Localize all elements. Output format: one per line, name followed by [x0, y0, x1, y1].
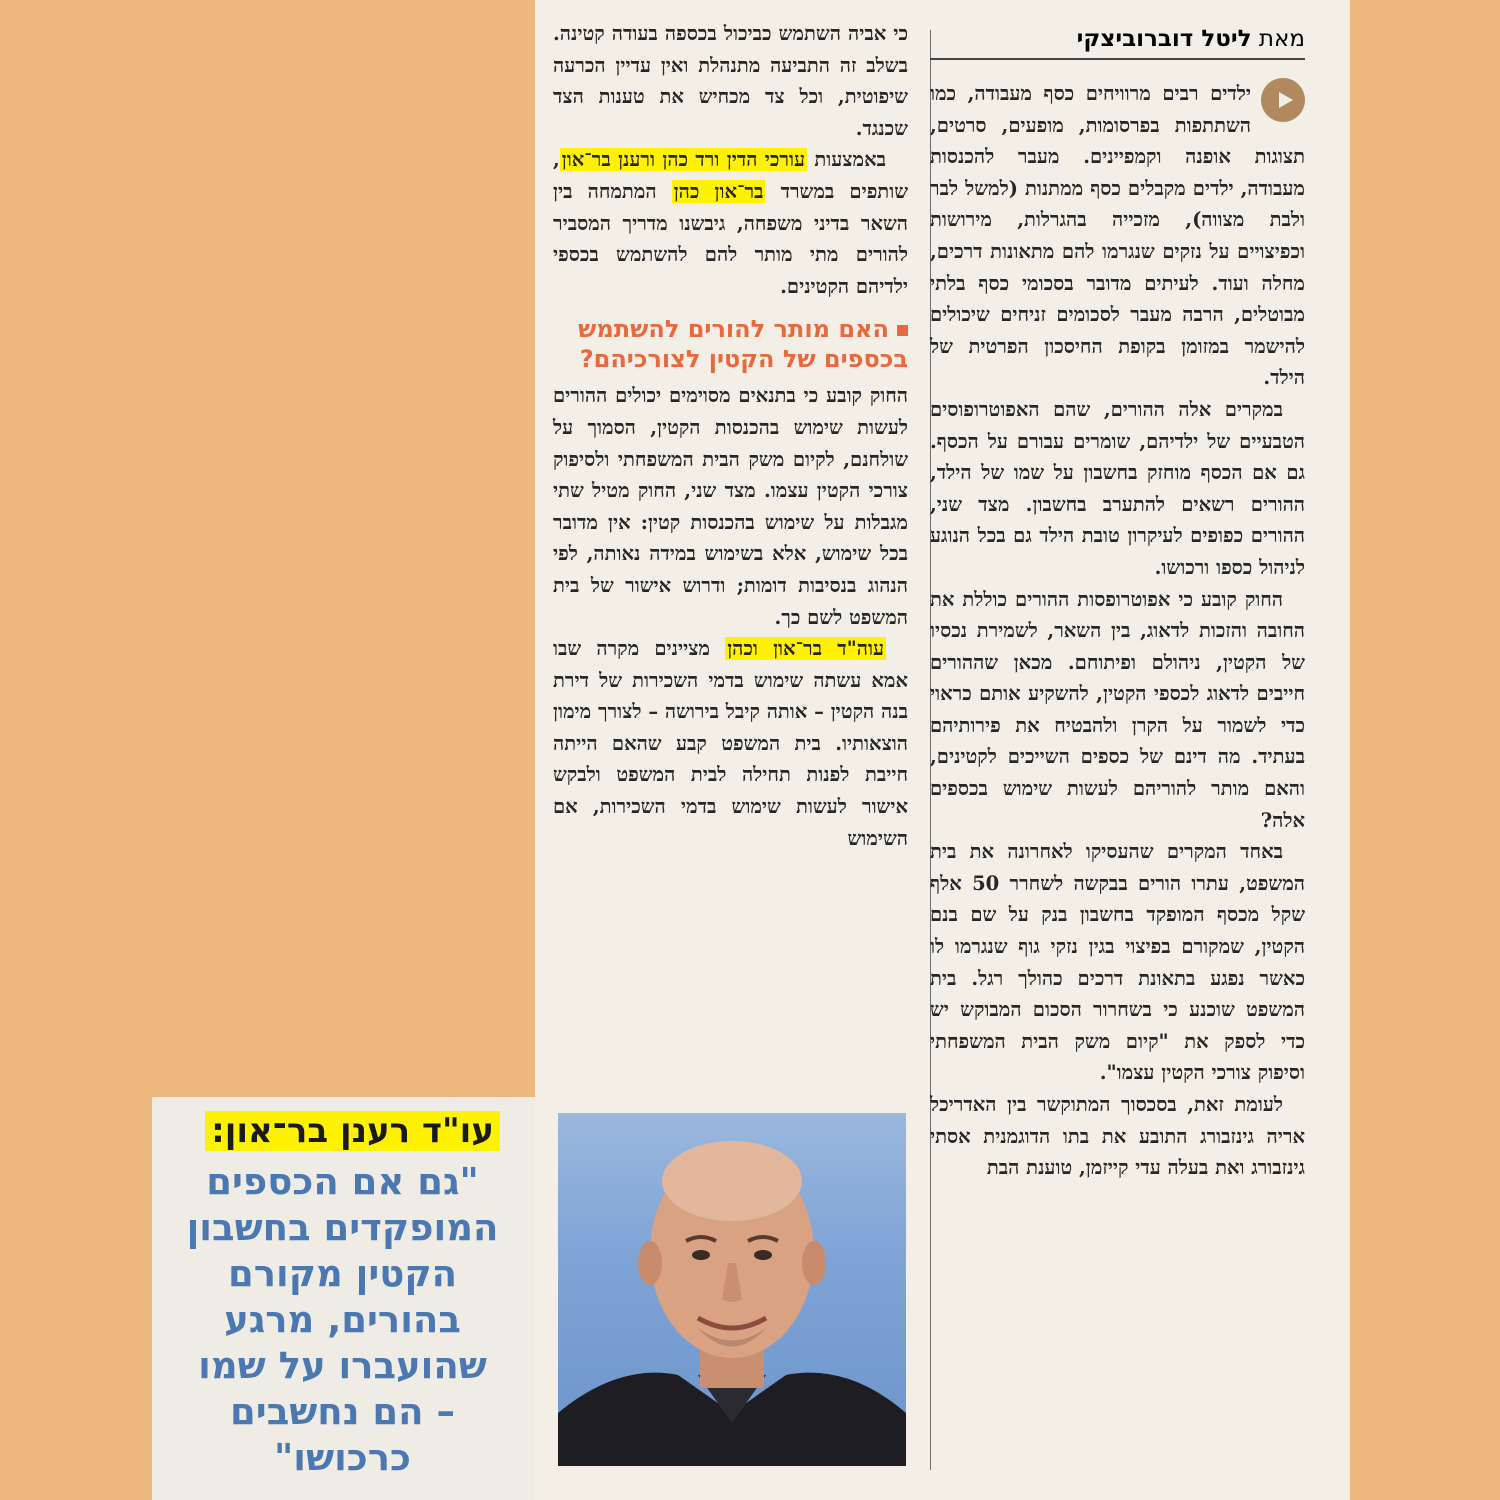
portrait-illustration [558, 1113, 906, 1466]
paragraph: החוק קובע כי בתנאים מסוימים יכולים ההורים לעשות שימוש בהכנסות הקטין, הסמוך על שולחנם, לקיום משק הבית המשפחתי ולסיפוק צורכי הקטין עצמו. מצד שני, החוק מטיל שתי מגבלות על שימוש בהכנסות קטין: אין מדובר בכל שימוש, אלא בשימוש במידה נאותה, לפי הנהוג בנסיבות דומות; ודרוש אישור של בית המשפט לשם כך. [553, 384, 908, 629]
paragraph: כי אביה השתמש כביכול בכספה בעודה קטינה. בשלב זה התביעה מתנהלת ואין עדיין הכרעה שיפוטית, וכל צד מכחיש את טענות הצד שכנגד. [553, 22, 908, 140]
quote-speaker-text: עו"ד רענן בר־און: [205, 1111, 500, 1151]
right-column [930, 0, 1305, 1184]
highlighted-lawyers: עוה"ד בר־און וכהן [727, 637, 884, 661]
quote-text: "גם אם הכספים המופקדים בחשבון הקטין מקורם בהורים, מרגע שהועברו על שמו – הם נחשבים כרכושו" [186, 1160, 499, 1479]
byline [930, 26, 1305, 52]
text-run: מציינים מקרה שבו אמא עשתה שימוש בדמי השכירות של דירת בנה הקטין – אותה קיבל בירושה – לצורך מימון הוצאותיו. בית המשפט קבע שהאם הייתה חייבת לפנות תחילה לבית המשפט ולבקש אישור לעשות שימוש בדמי השכירות, אם השימוש [553, 637, 908, 850]
byline-rule [930, 58, 1305, 60]
text-run: באמצעות [807, 148, 887, 172]
text-run: , שותפים במשרד [553, 148, 908, 203]
subhead-text: האם מותר להורים להשתמש בכספים של הקטין לצורכיהם? [578, 315, 908, 374]
paragraph [553, 144, 908, 302]
paragraph [553, 633, 908, 854]
quote-speaker [205, 1109, 500, 1153]
paragraph: לעומת זאת, בסכסוך המתוקשר בין האדריכל אריה גינזבורג התובע את בתו הדוגמנית אסתי גינזבורג ואת בעלה עדי קייזמן, טוענת הבת [930, 1093, 1305, 1180]
paragraph-text: ילדים רבים מרוויחים כסף מעבודה, כמו השתתפות בפרסומות, מופעים, סרטים, תצוגות אופנה וקמפיינים. מעבר להכנסות מעבודה, ילדים מקבלים כסף ממתנות (למשל לבר ולבת מצווה), מזכייה בהגרלות, מירושות וכפיצויים על נזקים שנגרמו להם מתאונות דרכים, מחלה ועוד. לעיתים מדובר בסכומי כסף בלתי מבוטלים, הרבה מעבר לסכומים זניחים שיכולים להישמר במזומן בקופת החיסכון הפרטית של הילד. [930, 82, 1305, 390]
square-bullet-icon [897, 325, 908, 336]
highlighted-firm: בר־און כהן [673, 179, 764, 203]
left-column [553, 0, 908, 854]
paragraph: במקרים אלה ההורים, שהם האפוטרופוסים הטבעיים של ילדיהם, שומרים עבורם על הכסף. גם אם הכסף מוחזק בחשבון על שמו של הילד, ההורים רשאים להתערב בחשבון. מצד שני, ההורים כפופים לעיקרון טובת הילד גם בכל הנוגע לניהול כספו ורכושו. [930, 397, 1305, 579]
paragraph: באחד המקרים שהעסיקו לאחרונה את בית המשפט, עתרו הורים בבקשה לשחרר 50 אלף שקל מכסף המופקד בחשבון בנק על שם בנם הקטין, שמקורם בפיצוי בגין נזקי גוף שנגרמו לו כאשר נפגע בתאונת דרכים כהולך רגל. בית המשפט שוכנע כי בשחרור הסכום המבוקש יש כדי לספק את "קיום משק הבית המשפחתי וסיפוק צורכי הקטין עצמו". [930, 840, 1305, 1085]
lawyer-photo [558, 1113, 906, 1466]
section-subhead [553, 314, 908, 374]
play-arrow-icon [1261, 78, 1305, 122]
paragraph [930, 78, 1305, 394]
pull-quote-box [152, 1097, 535, 1500]
paragraph: החוק קובע כי אפוטרופסות ההורים כוללת את החובה והזכות לדאוג, בין השאר, לשמירת נכסיו של הקטין, ניהולם ופיתוחם. מכאן שההורים חייבים לדאוג לכספי הקטין, להשקיע אותם כראוי כדי לשמור על הקרן ולהבטיח את פירותיהם בעתיד. מה דינם של כספים השייכים לקטינים, והאם מותר להוריהם לעשות שימוש בכספים אלה? [930, 587, 1305, 832]
byline-author: ליטל דוברוביצקי [1076, 26, 1252, 52]
text-run: המתמחה בין השאר בדיני משפחה, גיבשנו מדריך המסביר להורים מתי מותר להם להשתמש בכספי ילדיהם הקטינים. [553, 179, 908, 298]
highlighted-lawyers: עורכי הדין ורד כהן ורענן בר־און [561, 148, 806, 172]
byline-prefix: מאת [1258, 26, 1305, 52]
